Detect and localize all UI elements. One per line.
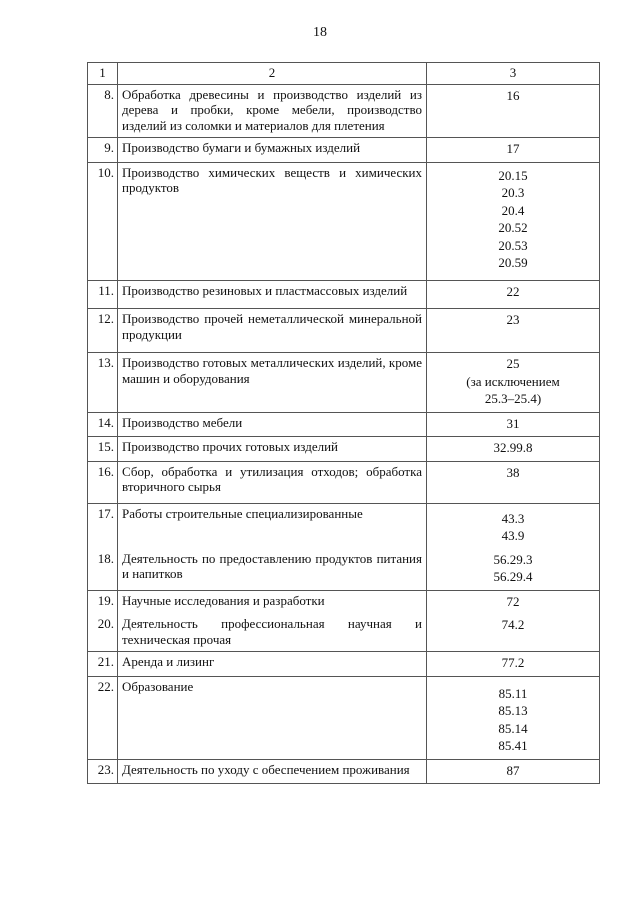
okved-codes: [427, 412, 600, 437]
activity-description: Образование: [118, 676, 427, 759]
page-number: 18: [313, 25, 327, 40]
activity-description: Аренда и лизинг: [118, 652, 427, 677]
table-row: [88, 652, 600, 677]
okved-code: 32.99.8: [493, 440, 533, 455]
okved-code: 20.53: [498, 237, 528, 253]
table-row: [88, 353, 600, 413]
okved-code: 16: [506, 87, 520, 103]
row-number: 8.: [88, 84, 118, 138]
okved-codes: [427, 138, 600, 163]
table-row: [88, 309, 600, 353]
okved-code: 43.9: [501, 528, 525, 543]
row-number: 12.: [88, 309, 118, 353]
table-row: [88, 461, 600, 503]
okved-codes: [427, 759, 600, 784]
okved-code: 38: [506, 464, 520, 480]
header-col-3: 3: [427, 63, 600, 85]
header-col-1: 1: [88, 63, 118, 85]
table-row: [88, 138, 600, 163]
table-row: [88, 549, 600, 591]
row-number: 18.: [88, 549, 118, 591]
okved-codes: [427, 614, 600, 652]
table-row: [88, 614, 600, 652]
table-row: [88, 503, 600, 549]
row-number: 11.: [88, 280, 118, 309]
activity-description: Сбор, обработка и утилизация отходов; обработка вторичного сырья: [118, 461, 427, 503]
okved-codes: [427, 309, 600, 353]
okved-codes: [427, 461, 600, 503]
row-number: 17.: [88, 503, 118, 549]
okved-code: 85.41: [498, 738, 528, 753]
table-row: [88, 84, 600, 138]
okved-code: 20.59: [498, 255, 528, 270]
activity-description: Производство бумаги и бумажных изделий: [118, 138, 427, 163]
row-number: 19.: [88, 590, 118, 614]
row-number: 21.: [88, 652, 118, 677]
activity-description: Научные исследования и разработки: [118, 590, 427, 614]
okved-codes: [427, 503, 600, 549]
row-number: 10.: [88, 162, 118, 280]
table-row: [88, 759, 600, 784]
activity-table: [87, 62, 600, 784]
okved-codes: [427, 437, 600, 462]
activity-description: Деятельность по предоставлению продуктов питания и напитков: [118, 549, 427, 591]
okved-code: 20.15: [498, 167, 528, 183]
row-number: 23.: [88, 759, 118, 784]
okved-code: 72: [506, 593, 520, 609]
okved-code: 20.52: [498, 220, 528, 235]
okved-code: 74.2: [501, 617, 525, 632]
row-number: 14.: [88, 412, 118, 437]
okved-code: 31: [506, 415, 520, 431]
okved-code: 25: [506, 356, 520, 371]
table-row: [88, 437, 600, 462]
okved-codes: [427, 549, 600, 591]
activity-description: Обработка древесины и производство изделий из дерева и пробки, кроме мебели, производство изделий из соломки и материалов для плетения: [118, 84, 427, 138]
row-number: 15.: [88, 437, 118, 462]
row-number: 16.: [88, 461, 118, 503]
activity-description: Производство химических веществ и химических продуктов: [118, 162, 427, 280]
okved-codes: [427, 280, 600, 309]
okved-codes: [427, 84, 600, 138]
activity-description: Деятельность профессиональная научная и техническая прочая: [118, 614, 427, 652]
activity-description: Производство готовых металлических изделий, кроме машин и оборудования: [118, 353, 427, 413]
activity-description: Производство прочей неметаллической минеральной продукции: [118, 309, 427, 353]
okved-code: 20.3: [501, 185, 525, 200]
okved-code: 25.3–25.4): [484, 391, 542, 406]
okved-codes: [427, 590, 600, 614]
okved-code: 85.13: [498, 703, 528, 718]
table-header-row: [88, 63, 600, 85]
table-row: [88, 280, 600, 309]
okved-code: 23: [506, 312, 520, 327]
activity-description: Производство мебели: [118, 412, 427, 437]
activity-description: Деятельность по уходу с обеспечением проживания: [118, 759, 427, 784]
okved-codes: [427, 652, 600, 677]
okved-code: 77.2: [501, 655, 525, 670]
okved-code: 85.14: [498, 720, 528, 736]
table-row: [88, 412, 600, 437]
okved-code: 22: [506, 283, 520, 299]
okved-codes: [427, 353, 600, 413]
header-col-2: 2: [118, 63, 427, 85]
okved-code: 85.11: [498, 685, 528, 701]
okved-code: 20.4: [501, 202, 525, 218]
okved-code: (за исключением: [466, 373, 560, 389]
row-number: 9.: [88, 138, 118, 163]
okved-codes: [427, 162, 600, 280]
okved-codes: [427, 676, 600, 759]
okved-code: 17: [506, 141, 520, 156]
activity-description: Производство резиновых и пластмассовых изделий: [118, 280, 427, 309]
row-number: 13.: [88, 353, 118, 413]
okved-code: 43.3: [501, 510, 525, 526]
table-row: [88, 676, 600, 759]
row-number: 22.: [88, 676, 118, 759]
okved-code: 56.29.4: [493, 569, 533, 584]
activity-description: Работы строительные специализированные: [118, 503, 427, 549]
okved-code: 56.29.3: [493, 551, 533, 567]
okved-code: 87: [506, 762, 520, 778]
table-row: [88, 162, 600, 280]
row-number: 20.: [88, 614, 118, 652]
table-row: [88, 590, 600, 614]
activity-description: Производство прочих готовых изделий: [118, 437, 427, 462]
